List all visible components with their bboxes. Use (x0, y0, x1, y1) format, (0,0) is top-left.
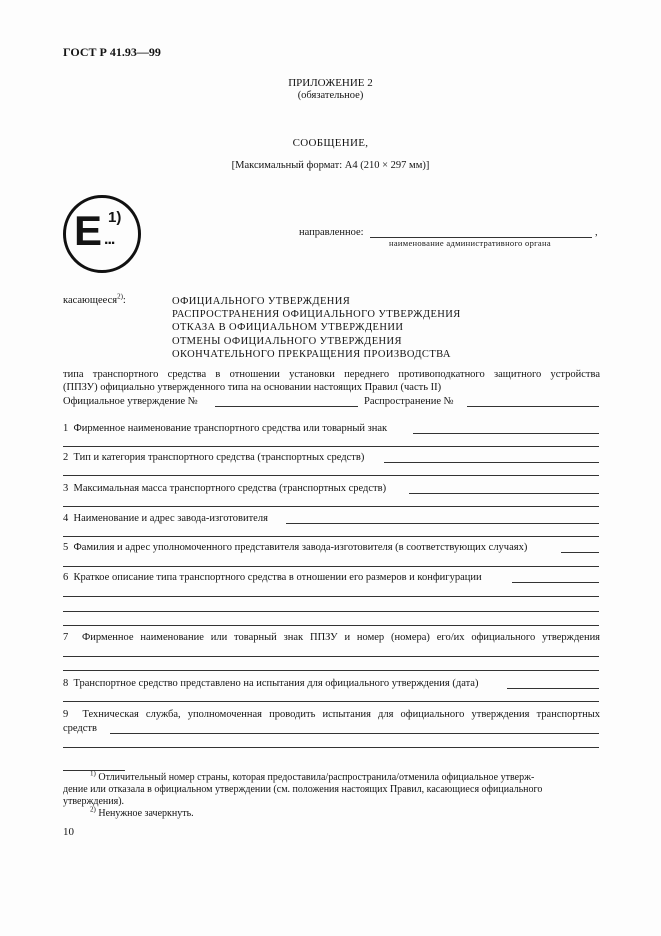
field-5-label: 5 Фамилия и адрес уполномоченного представителя завода-изготовителя (в соответствующих случаях) (63, 542, 528, 553)
field-5-line-extra[interactable] (63, 566, 599, 567)
sent-to-comma: , (595, 227, 598, 238)
field-8-label: 8 Транспортное средство представлено на испытания для официального утверждения (дата) (63, 678, 479, 689)
extension-number-label: Распространение № (364, 396, 454, 407)
field-9-line-extra[interactable] (63, 747, 599, 748)
field-3-line[interactable] (409, 493, 599, 494)
field-7-line[interactable] (63, 656, 599, 657)
intro-line-1: типа транспортного средства в отношении установки переднего противоподкатного защитного устройства (63, 369, 600, 380)
annex-note: (обязательное) (297, 90, 364, 101)
field-4-label: 4 Наименование и адрес завода-изготовителя (63, 513, 268, 524)
concerning-item: ОТМЕНЫ ОФИЦИАЛЬНОГО УТВЕРЖДЕНИЯ (172, 335, 402, 347)
field-1-line-extra[interactable] (63, 446, 599, 447)
concerning-item: ОТКАЗА В ОФИЦИАЛЬНОМ УТВЕРЖДЕНИИ (172, 322, 404, 334)
field-9-line[interactable] (110, 733, 599, 734)
field-6-line-extra[interactable] (63, 611, 599, 612)
concerning-item: ОФИЦИАЛЬНОГО УТВЕРЖДЕНИЯ (172, 296, 351, 307)
sent-to-caption: наименование административного органа (389, 238, 551, 248)
field-2-line-extra[interactable] (63, 475, 599, 476)
field-5-line[interactable] (561, 552, 599, 553)
extension-number-line[interactable] (467, 406, 599, 407)
concerning-item: РАСПРОСТРАНЕНИЯ ОФИЦИАЛЬНОГО УТВЕРЖДЕНИЯ (172, 309, 461, 321)
concerning-list (172, 295, 461, 361)
field-6-line-extra[interactable] (63, 625, 599, 626)
field-6-line-extra[interactable] (63, 596, 599, 597)
format-note: [Максимальный формат: A4 (210 × 297 мм)] (231, 160, 430, 171)
field-7-label: 7 Фирменное наименование или товарный знак ППЗУ и номер (номера) его/их официального утверждения (63, 632, 601, 643)
field-4-line-extra[interactable] (63, 536, 599, 537)
concerning-item: ОКОНЧАТЕЛЬНОГО ПРЕКРАЩЕНИЯ ПРОИЗВОДСТВА (172, 348, 451, 360)
footnote-2: $^{2)}$ Ненужное зачеркнуть. (90, 805, 194, 819)
field-1-label: 1 Фирменное наименование транспортного средства или товарный знак (63, 423, 388, 434)
field-6-line[interactable] (512, 582, 599, 583)
sent-to-label: направленное: (299, 227, 364, 238)
field-7-line-extra[interactable] (63, 670, 599, 671)
field-2-label: 2 Тип и категория транспортного средства (транспортных средств) (63, 452, 365, 463)
approval-number-line[interactable] (215, 406, 358, 407)
field-1-line[interactable] (413, 433, 599, 434)
message-title: СООБЩЕНИЕ, (292, 137, 369, 149)
approval-mark-superscript: 1) (108, 209, 122, 226)
field-6-label: 6 Краткое описание типа транспортного средства в отношении его размеров и конфигурации (63, 572, 482, 583)
field-9-label-cont: средств (63, 723, 97, 734)
annex-title: ПРИЛОЖЕНИЕ 2 (288, 77, 373, 89)
field-3-label: 3 Максимальная масса транспортного средства (транспортных средств) (63, 483, 387, 494)
document-header: ГОСТ Р 41.93—99 (63, 45, 161, 59)
field-2-line[interactable] (384, 462, 599, 463)
field-3-line-extra[interactable] (63, 506, 599, 507)
footnote-1: $^{1)}$ Отличительный номер страны, которая предоставила/распространила/отменила официальное утверж- дение или отказала в официальном утверждении (см. положения настоящих Правил, касающиеся официального утверждения). (63, 769, 543, 807)
intro-line-2: (ППЗУ) официально утвержденного типа на основании настоящих Правил (часть II) (63, 382, 442, 393)
approval-mark-dots: ... (104, 231, 115, 248)
field-4-line[interactable] (286, 523, 599, 524)
field-8-line-extra[interactable] (63, 701, 599, 702)
concerning-label: касающееся$^{2)}$: (63, 292, 126, 306)
page-number: 10 (63, 826, 74, 838)
approval-mark-letter: E (74, 207, 103, 254)
field-9-label: 9 Техническая служба, уполномоченная проводить испытания для официального утверждения транспортных (63, 709, 600, 720)
footnote-ref-2: 2) (117, 292, 123, 301)
approval-number-label: Официальное утверждение № (63, 396, 198, 407)
field-8-line[interactable] (507, 688, 599, 689)
